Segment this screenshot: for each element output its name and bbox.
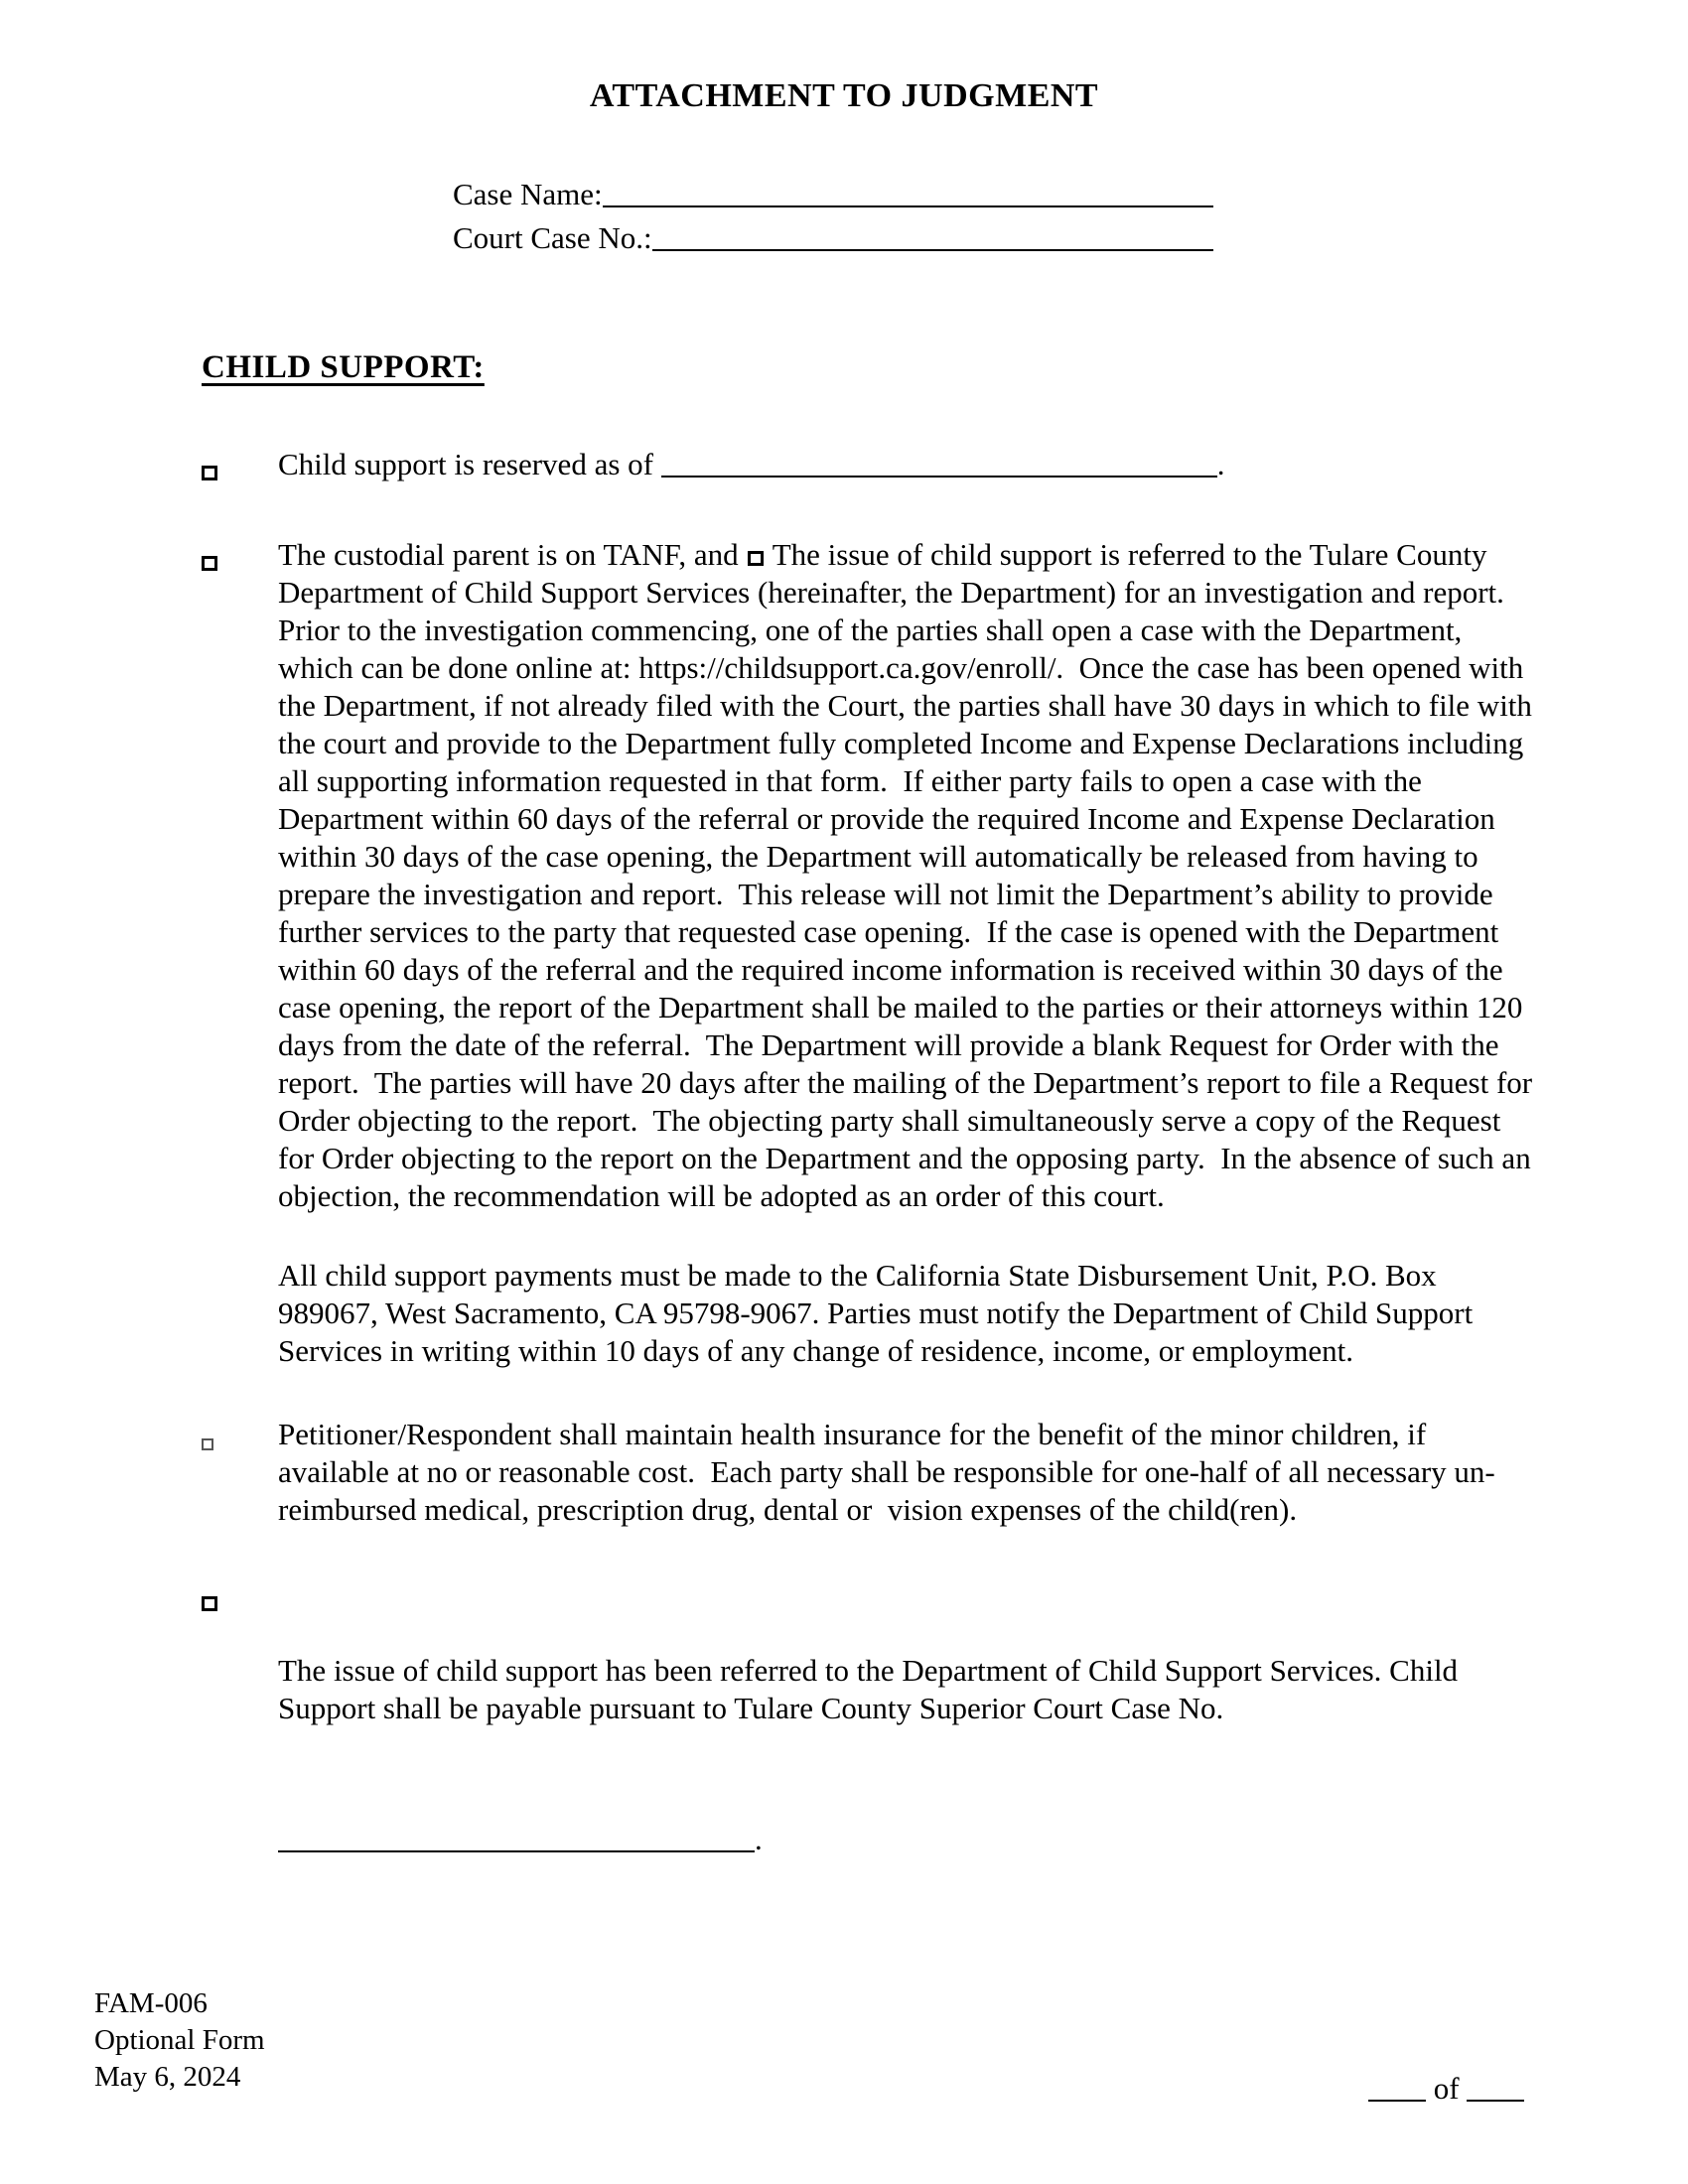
child-support-heading: CHILD SUPPORT:	[202, 349, 485, 385]
reserved-support-checkbox[interactable]	[202, 466, 217, 480]
tanf-checkbox[interactable]	[202, 556, 217, 571]
health-insurance-checkbox-cell	[202, 1416, 278, 1458]
reserved-support-checkbox-cell	[202, 446, 278, 488]
tanf-referral-text-block	[278, 536, 1540, 1215]
dcss-referral-text-block	[278, 1576, 1537, 1934]
case-name-row	[453, 173, 1688, 216]
payments-empty-cell	[202, 1257, 278, 1264]
page-number-block	[1368, 2071, 1524, 2107]
payments-paragraph-item	[202, 1257, 1537, 1370]
tanf-text-after: The issue of child support is referred to the Tulare County Department of Child Support Services (hereinafter, the Department) for an investigation and report. Prior to the investigation commencing, one of the parties shall open a case with the Department, which can be done online at: https://childsupport.ca.gov/enroll/. Once the case has been opened with the Department, if not already filed with the Court, the parties shall have 30 days in which to file with the court and provide to the Department fully completed Income and Expense Declarations including all supporting information requested in that form. If either party fails to open a case with the Department within 60 days of the referral or provide the required Income and Expense Declaration within 30 days of the case opening, the Department will automatically be released from having to prepare the investigation and report. This release will not limit the Department’s ability to provide further services to the party that requested case opening. If the case is opened with the Department within 60 days of the referral and the required income information is received within 30 days of the case opening, the report of the Department shall be mailed to the parties or their attorneys within 120 days from the date of the referral. The Department will provide a blank Request for Order with the report. The parties will have 20 days after the mailing of the Department’s report to file a Request for Order objecting to the report. The objecting party shall simultaneously serve a copy of the Request for Order objecting to the report on the Department and the opposing party. In the absence of such an objection, the recommendation will be adopted as an order of this court.	[278, 537, 1540, 1213]
reserved-support-suffix: .	[1216, 447, 1225, 481]
case-info-block	[453, 173, 1688, 260]
dcss-referral-text: The issue of child support has been referred to the Department of Child Support Services. Child Support shall be payable pursuant to Tulare County Superior Court Case No.	[278, 1653, 1466, 1725]
dcss-referral-item	[202, 1576, 1537, 1934]
page-total-field[interactable]	[1467, 2071, 1524, 2102]
reserved-support-item	[202, 446, 1537, 488]
form-footer	[94, 1985, 265, 2096]
reserved-support-text: Child support is reserved as of	[278, 447, 661, 481]
page-number-field[interactable]	[1368, 2071, 1426, 2102]
court-case-no-label: Court Case No.:	[453, 220, 652, 255]
court-case-no-field[interactable]	[652, 220, 1213, 251]
tanf-text-before: The custodial parent is on TANF, and	[278, 537, 739, 572]
health-insurance-text: Petitioner/Respondent shall maintain health insurance for the benefit of the minor children, if available at no or reasonable cost. Each party shall be responsible for one-half of all necessary un-reimbursed medical, prescription drug, dental or vision expenses of the child(ren).	[278, 1417, 1495, 1527]
referral-inline-checkbox[interactable]	[748, 551, 764, 566]
case-name-field[interactable]	[603, 177, 1213, 207]
tanf-checkbox-cell	[202, 536, 278, 579]
reserved-date-field[interactable]	[661, 447, 1217, 478]
health-insurance-item	[202, 1416, 1537, 1529]
case-name-label: Case Name:	[453, 177, 603, 211]
payments-paragraph-text: All child support payments must be made to the California State Disbursement Unit, P.O. Box 989067, West Sacramento, CA 95798-9067. Parties must notify the Department of Child Support Services in writing within 10 days of any change of residence, income, or employment.	[278, 1258, 1480, 1368]
form-type-label: Optional Form	[94, 2024, 265, 2056]
page-of-word: of	[1433, 2071, 1460, 2106]
dcss-referral-checkbox-cell	[202, 1576, 278, 1619]
reserved-support-text-block	[278, 446, 1537, 483]
dcss-referral-checkbox[interactable]	[202, 1596, 217, 1611]
health-insurance-checkbox[interactable]	[202, 1438, 213, 1450]
tanf-referral-item	[202, 536, 1540, 1215]
form-number: FAM-006	[94, 1987, 208, 2019]
document-title: ATTACHMENT TO JUDGMENT	[589, 77, 1099, 114]
superior-court-case-field[interactable]	[278, 1822, 755, 1852]
form-date: May 6, 2024	[94, 2061, 241, 2093]
child-support-items	[202, 446, 1540, 1934]
dcss-referral-suffix: .	[755, 1822, 763, 1856]
superior-court-case-row	[278, 1821, 1537, 1858]
court-case-no-row	[453, 216, 1688, 260]
